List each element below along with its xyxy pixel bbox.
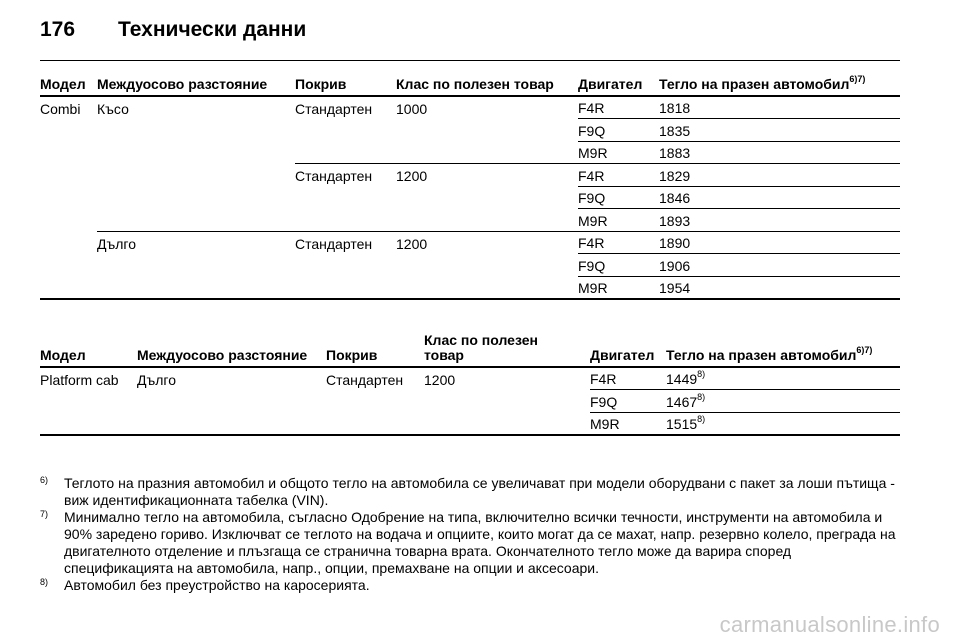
cell-weight [666, 412, 900, 435]
cell-roof: Стандартен [295, 168, 373, 184]
footnote [40, 475, 902, 509]
footnote-text: Теглото на празния автомобил и общото тегло на автомобила се увеличават при модели оборудвани с пакет за лоши пътища - виж идентификационната табелка (VIN). [64, 475, 895, 508]
cell-weight: 1883 [659, 141, 900, 164]
cell-weight: 1954 [659, 276, 900, 299]
table-row [40, 390, 900, 413]
table-row [40, 276, 900, 299]
footnote-ref: 8) [697, 413, 706, 424]
cell-wheelbase: Дълго [137, 371, 176, 388]
cell-weight-value: 1467 [666, 393, 698, 410]
footnotes [40, 475, 902, 594]
cell-engine: F9Q [590, 390, 666, 413]
cell-engine: F4R [578, 164, 659, 187]
cell-weight: 1835 [659, 119, 900, 142]
col-header-weight-label: Тегло на празен автомобил [666, 347, 857, 363]
table-row [40, 254, 900, 277]
cell-payload: 1200 [396, 168, 428, 184]
col-header-engine: Двигател [590, 333, 666, 367]
weights-table-platform-cab [40, 333, 900, 436]
cell-weight: 1829 [659, 164, 900, 187]
cell-engine: F4R [578, 231, 659, 254]
cell-weight: 1818 [659, 96, 900, 119]
footnote-mark: 8) [40, 577, 49, 587]
col-header-payload: Клас по полезен товар [396, 76, 578, 96]
cell-weight [666, 367, 900, 390]
table-row [40, 209, 900, 232]
cell-engine: F9Q [578, 254, 659, 277]
cell-engine: M9R [578, 276, 659, 299]
table-row [40, 164, 900, 187]
header-rule [40, 60, 900, 61]
cell-roof: Стандартен [295, 100, 373, 117]
cell-roof: Стандартен [326, 371, 404, 388]
table-row [40, 186, 900, 209]
col-header-weight [659, 76, 900, 96]
table-row [40, 141, 900, 164]
footnote-mark: 6) [40, 475, 49, 485]
cell-payload: 1200 [424, 371, 456, 388]
cell-payload: 1000 [396, 100, 428, 117]
cell-weight [666, 390, 900, 413]
col-header-roof: Покрив [295, 76, 396, 96]
cell-engine: F9Q [578, 186, 659, 209]
page-title: Технически данни [118, 18, 307, 41]
cell-payload: 1200 [396, 235, 428, 252]
cell-engine: F4R [590, 367, 666, 390]
footnote-text: Минимално тегло на автомобила, съгласно Одобрение на типа, включително всички течности, инструменти на автомобила и 90% заредено гориво. Изключват се теглото на водача и опциите, които могат да се махат, напр. резервно колело, преграда на двигателното отделение и плъзгаща се странична товарна врата. Окончателното тегло може да варира според спецификацията на автомобила, напр., опции, премахване на опции и аксесоари. [64, 509, 896, 576]
table-header-row [40, 333, 900, 367]
footnote [40, 509, 902, 577]
cell-weight: 1906 [659, 254, 900, 277]
table-header-row [40, 76, 900, 96]
col-header-wheelbase: Междуосово разстояние [137, 333, 326, 367]
footnote-ref: 8) [697, 369, 706, 379]
col-header-weight-label: Тегло на празен автомобил [659, 76, 850, 92]
table-row [40, 231, 900, 254]
table-row [40, 96, 900, 119]
footnote-mark: 7) [40, 509, 49, 519]
footnote-ref: 6)7) [856, 345, 873, 355]
cell-weight: 1890 [659, 231, 900, 254]
cell-model: Combi [40, 100, 81, 117]
col-header-engine: Двигател [578, 76, 659, 96]
footnote [40, 577, 902, 594]
cell-engine: M9R [578, 141, 659, 164]
page-number: 176 [40, 18, 76, 41]
cell-wheelbase: Дълго [97, 235, 136, 252]
cell-weight-value: 1449 [666, 371, 698, 387]
col-header-payload: Клас по полезен товар [424, 333, 590, 367]
cell-wheelbase: Късо [97, 100, 129, 117]
cell-engine: F4R [578, 96, 659, 119]
table-row [40, 367, 900, 390]
cell-model: Platform cab [40, 371, 119, 388]
col-header-wheelbase: Междуосово разстояние [97, 76, 295, 96]
watermark: carmanualsonline.info [719, 612, 940, 637]
col-header-roof: Покрив [326, 333, 424, 367]
footnote-ref: 8) [697, 391, 706, 402]
col-header-weight [666, 333, 900, 367]
cell-engine: M9R [590, 412, 666, 435]
table-row [40, 119, 900, 142]
cell-roof: Стандартен [295, 235, 373, 252]
cell-weight-value: 1515 [666, 415, 698, 432]
footnote-ref: 6)7) [849, 74, 866, 84]
cell-weight: 1893 [659, 209, 900, 232]
footnote-text: Автомобил без преустройство на каросерията. [64, 577, 370, 593]
cell-engine: M9R [578, 209, 659, 232]
table-row [40, 412, 900, 435]
cell-engine: F9Q [578, 119, 659, 142]
col-header-model: Модел [40, 333, 137, 367]
weights-table-combi [40, 76, 900, 300]
col-header-model: Модел [40, 76, 97, 96]
cell-weight: 1846 [659, 186, 900, 209]
